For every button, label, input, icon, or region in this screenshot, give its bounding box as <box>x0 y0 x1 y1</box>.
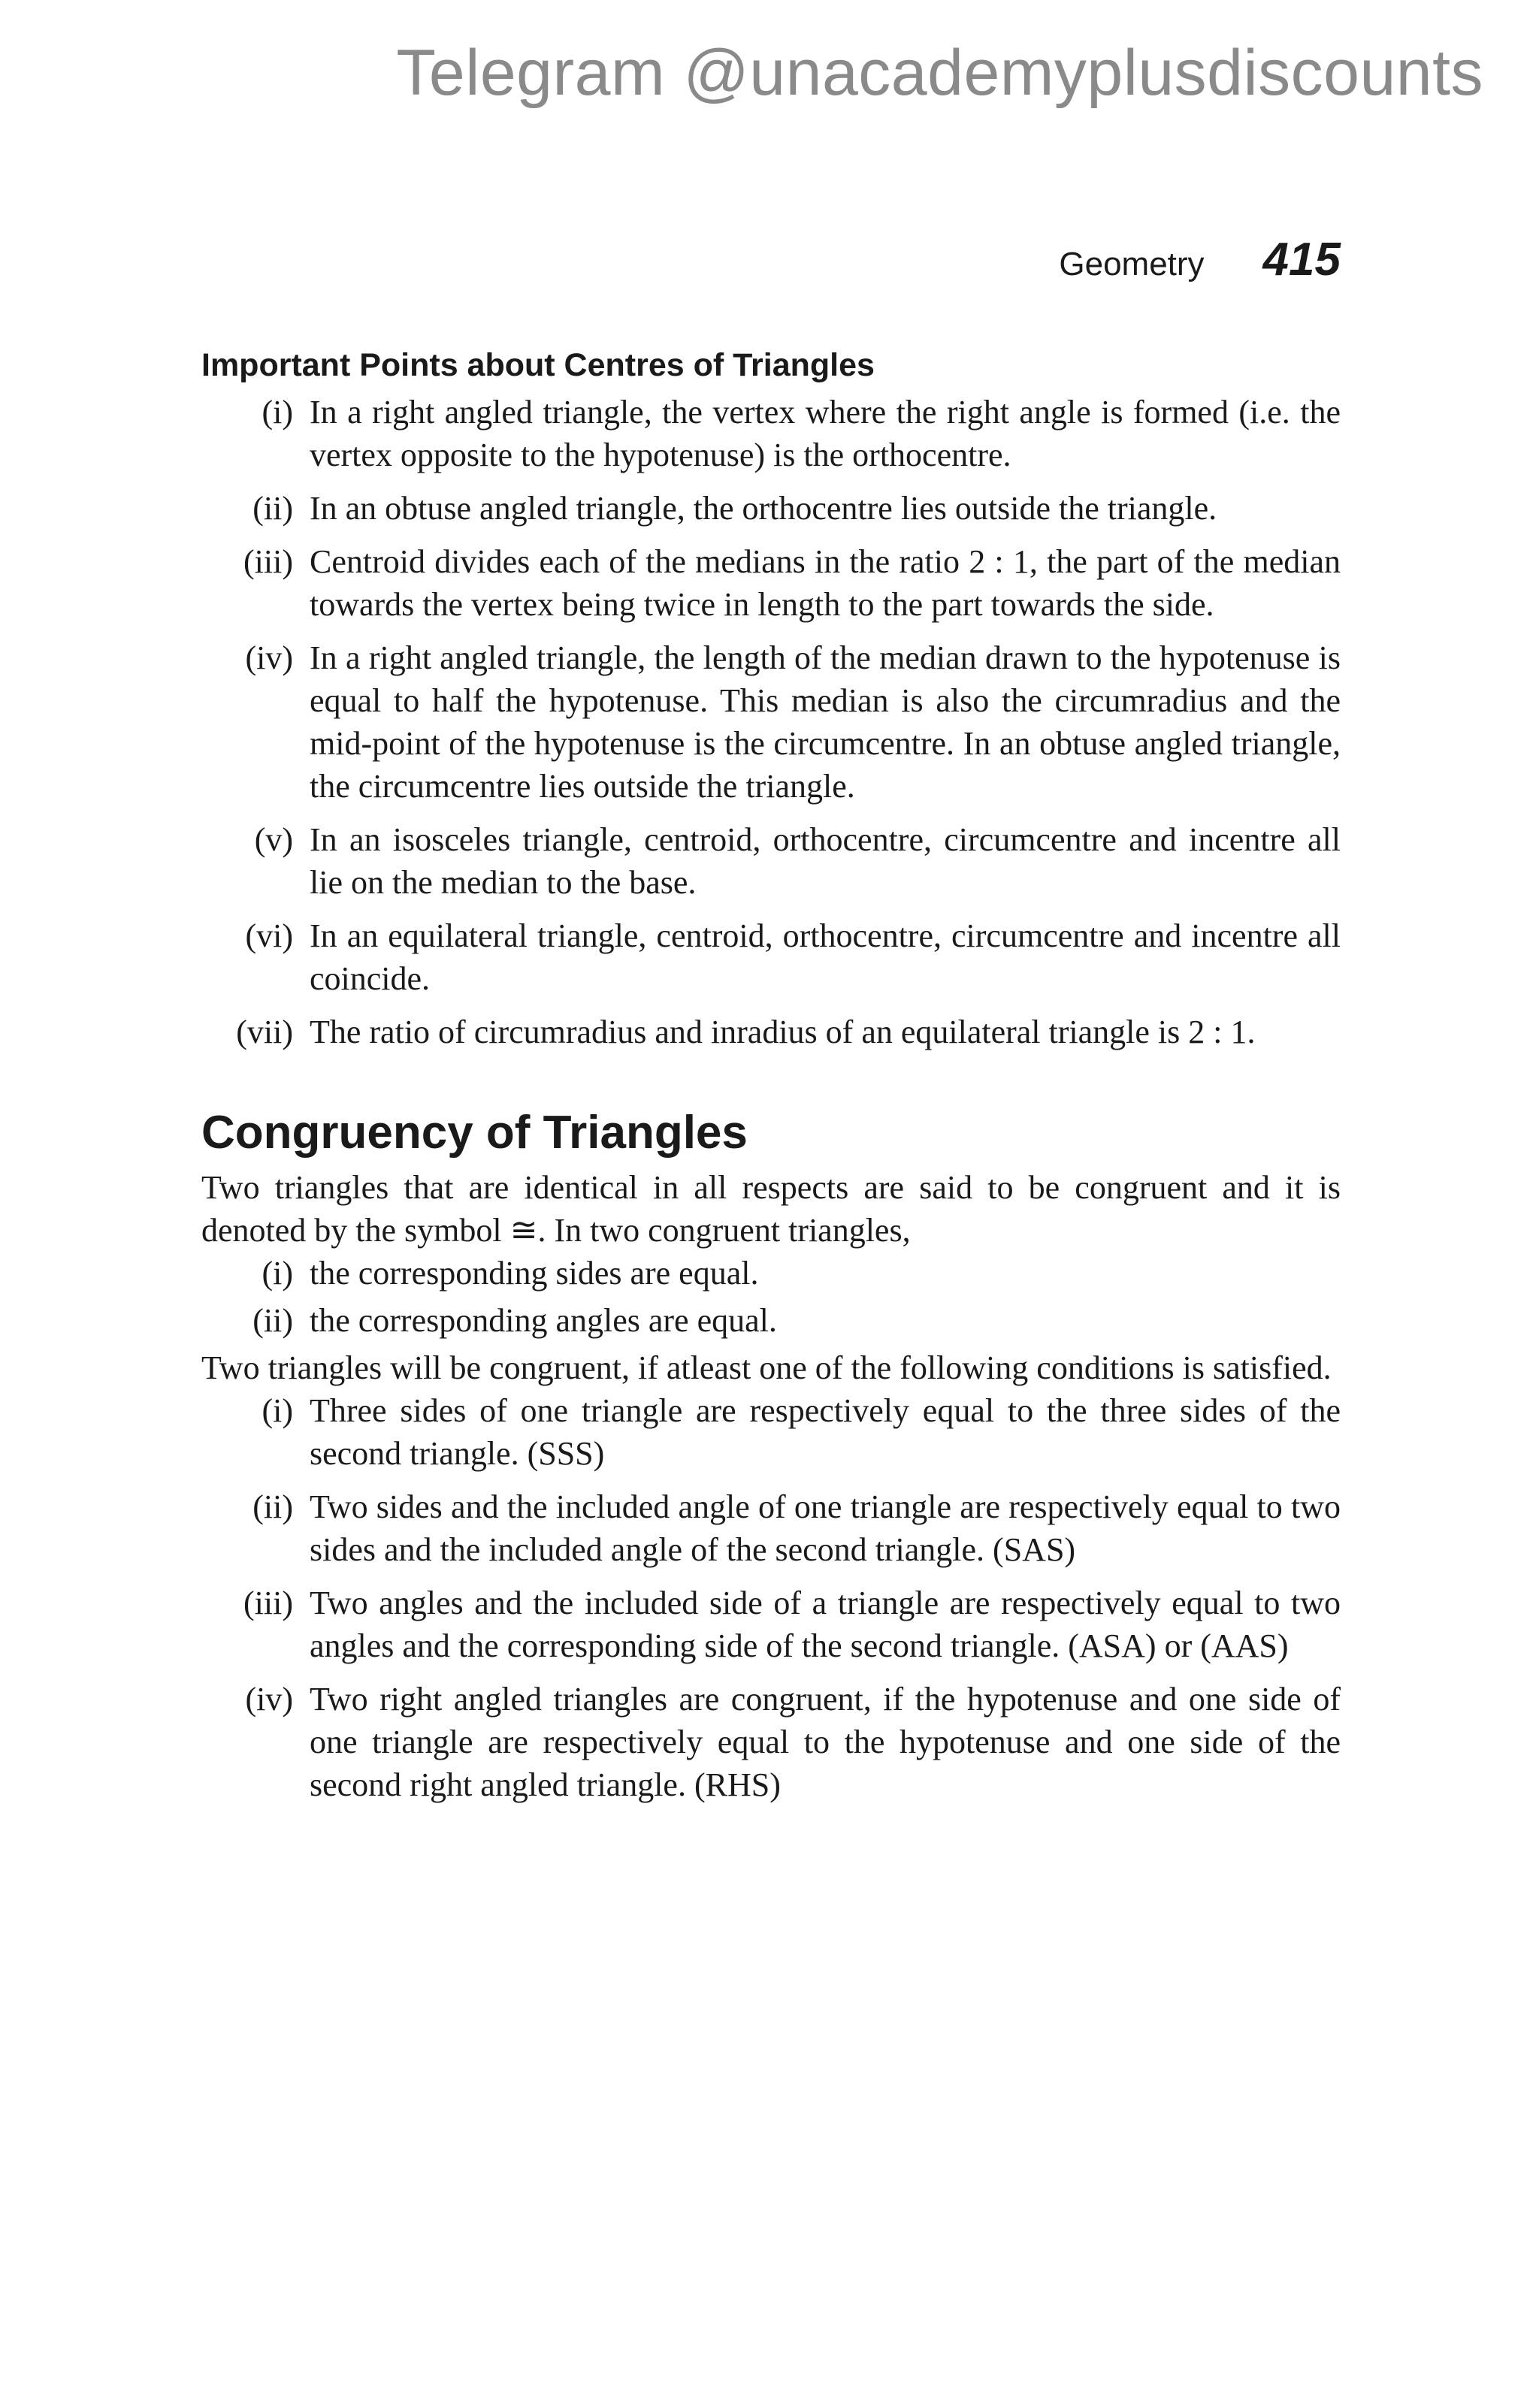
item-number: (iv) <box>245 1681 293 1718</box>
chapter-title: Geometry <box>1059 246 1205 282</box>
item-text: Centroid divides each of the medians in the ratio 2 : 1, the part of the median towards the vertex being twice in length to the part towards the side. <box>310 543 1341 623</box>
item-text: Two sides and the included angle of one triangle are respectively equal to two sides and the included angle of the second triangle. (SAS) <box>310 1488 1341 1568</box>
congruency-conditions <box>201 1389 1341 1806</box>
list-item <box>201 1485 1341 1571</box>
page-number: 415 <box>1262 234 1341 286</box>
item-text: Two angles and the included side of a triangle are respectively equal to two angles and the corresponding side of the second triangle. (ASA) or (AAS) <box>310 1585 1341 1664</box>
centres-heading: Important Points about Centres of Triangles <box>201 347 875 383</box>
item-text: In an isosceles triangle, centroid, orthocentre, circumcentre and incentre all lie on the median to the base. <box>310 821 1341 901</box>
item-number: (i) <box>262 1255 293 1292</box>
item-text: the corresponding sides are equal. <box>310 1255 759 1292</box>
item-number: (i) <box>262 1392 293 1429</box>
list-item <box>201 1582 1341 1667</box>
item-number: (vi) <box>245 917 293 954</box>
item-text: In an equilateral triangle, centroid, orthocentre, circumcentre and incentre all coincide. <box>310 917 1341 997</box>
centres-list <box>201 391 1341 1053</box>
list-item <box>201 1678 1341 1806</box>
item-text: In a right angled triangle, the length of the median drawn to the hypotenuse is equal to half the hypotenuse. This median is also the circumradius and the mid-point of the hypotenuse is the circumcentre. In an obtuse angled triangle, the circumcentre lies outside the triangle. <box>310 639 1341 805</box>
item-number: (iii) <box>243 1585 293 1621</box>
list-item <box>201 818 1341 904</box>
item-text: Three sides of one triangle are respectively equal to the three sides of the second triangle. (SSS) <box>310 1392 1341 1472</box>
item-text: The ratio of circumradius and inradius of an equilateral triangle is 2 : 1. <box>310 1014 1256 1050</box>
list-item <box>201 540 1341 626</box>
item-number: (iii) <box>243 543 293 580</box>
list-item <box>201 636 1341 808</box>
watermark: Telegram @unacademyplusdiscounts <box>396 37 1483 109</box>
congruency-properties <box>201 1252 1341 1342</box>
running-head <box>1059 233 1341 286</box>
item-number: (v) <box>254 821 293 858</box>
page-body <box>201 343 1341 1817</box>
item-text: In an obtuse angled triangle, the orthocentre lies outside the triangle. <box>310 490 1217 527</box>
list-item <box>201 391 1341 476</box>
list-item <box>201 1252 1341 1295</box>
list-item <box>201 914 1341 1000</box>
congruency-intro: Two triangles that are identical in all respects are said to be congruent and it is denoted by the symbol ≅. In two congruent triangles, <box>201 1169 1341 1249</box>
list-item <box>201 487 1341 530</box>
list-item <box>201 1011 1341 1053</box>
item-number: (ii) <box>252 1302 293 1339</box>
item-number: (i) <box>262 394 293 431</box>
conditions-intro: Two triangles will be congruent, if atleast one of the following conditions is satisfied. <box>201 1349 1332 1386</box>
item-number: (ii) <box>252 1488 293 1525</box>
list-item <box>201 1389 1341 1475</box>
congruency-heading: Congruency of Triangles <box>201 1107 748 1159</box>
list-item <box>201 1299 1341 1342</box>
item-number: (vii) <box>236 1014 293 1050</box>
item-number: (iv) <box>245 639 293 676</box>
item-text: the corresponding angles are equal. <box>310 1302 777 1339</box>
item-number: (ii) <box>252 490 293 527</box>
item-text: Two right angled triangles are congruent, if the hypotenuse and one side of one triangle are respectively equal to the hypotenuse and one side of the second right angled triangle. (RHS) <box>310 1681 1341 1803</box>
item-text: In a right angled triangle, the vertex where the right angle is formed (i.e. the vertex opposite to the hypotenuse) is the orthocentre. <box>310 394 1341 473</box>
